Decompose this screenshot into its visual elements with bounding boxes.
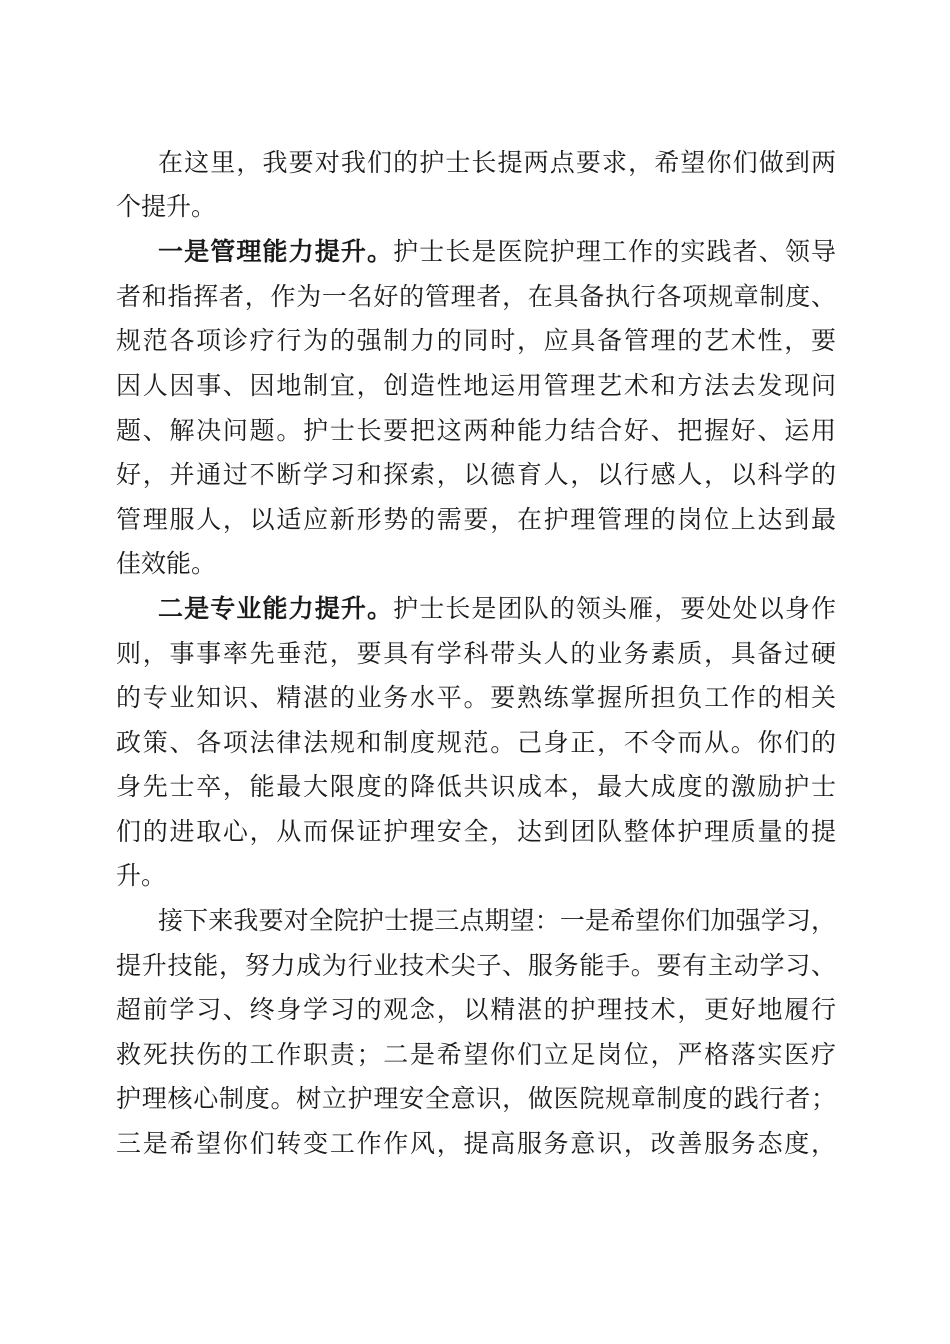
paragraph-2-line-3: 规范各项诊疗行为的强制力的同时，应具备管理的艺术性，要 <box>116 326 836 355</box>
paragraph-3-line-3: 的专业知识、精湛的业务水平。要熟练掌握所担负工作的相关 <box>116 683 836 712</box>
paragraph-3-line-4: 政策、各项法律法规和制度规范。己身正，不令而从。你们的 <box>116 728 836 757</box>
paragraph-1-line-2: 个提升。 <box>116 192 217 221</box>
paragraph-3-line-5: 身先士卒，能最大限度的降低共识成本，最大成度的激励护士 <box>116 772 836 801</box>
paragraph-3-line-1-text: 护士长是团队的领头雁，要处处以身作 <box>393 594 836 623</box>
paragraph-2-heading: 一是管理能力提升。 <box>158 237 394 266</box>
paragraph-3-line-2: 则，事事率先垂范，要具有学科带头人的业务素质，具备过硬 <box>116 639 836 668</box>
paragraph-4-line-3: 超前学习、终身学习的观念，以精湛的护理技术，更好地履行 <box>116 995 836 1024</box>
paragraph-4-line-6: 三是希望你们转变工作作风，提高服务意识，改善服务态度， <box>116 1129 836 1158</box>
paragraph-4-line-1: 接下来我要对全院护士提三点期望：一是希望你们加强学习， <box>158 906 836 935</box>
paragraph-3-line-1 <box>158 589 836 629</box>
paragraph-2-line-8: 佳效能。 <box>116 549 217 578</box>
paragraph-3-heading: 二是专业能力提升。 <box>158 594 394 623</box>
paragraph-2-line-2: 者和指挥者，作为一名好的管理者，在具备执行各项规章制度、 <box>116 282 836 311</box>
paragraph-2-line-6: 好，并通过不断学习和探索，以德育人，以行感人，以科学的 <box>116 460 836 489</box>
paragraph-2-line-4: 因人因事、因地制宜，创造性地运用管理艺术和方法去发现问 <box>116 371 836 400</box>
paragraph-1-line-1: 在这里，我要对我们的护士长提两点要求，希望你们做到两 <box>158 148 836 177</box>
paragraph-2-line-5: 题、解决问题。护士长要把这两种能力结合好、把握好、运用 <box>116 416 836 445</box>
paragraph-4-line-2: 提升技能，努力成为行业技术尖子、服务能手。要有主动学习、 <box>116 951 836 980</box>
paragraph-2-line-7: 管理服人，以适应新形势的需要，在护理管理的岗位上达到最 <box>116 505 836 534</box>
paragraph-2-line-1-text: 护士长是医院护理工作的实践者、领导 <box>393 237 836 266</box>
paragraph-3-line-6: 们的进取心，从而保证护理安全，达到团队整体护理质量的提 <box>116 817 836 846</box>
paragraph-2-line-1 <box>158 232 836 272</box>
paragraph-3-line-7: 升。 <box>116 861 167 890</box>
paragraph-4-line-5: 护理核心制度。树立护理安全意识，做医院规章制度的践行者； <box>116 1084 836 1113</box>
paragraph-4-line-4: 救死扶伤的工作职责；二是希望你们立足岗位，严格落实医疗 <box>116 1040 836 1069</box>
